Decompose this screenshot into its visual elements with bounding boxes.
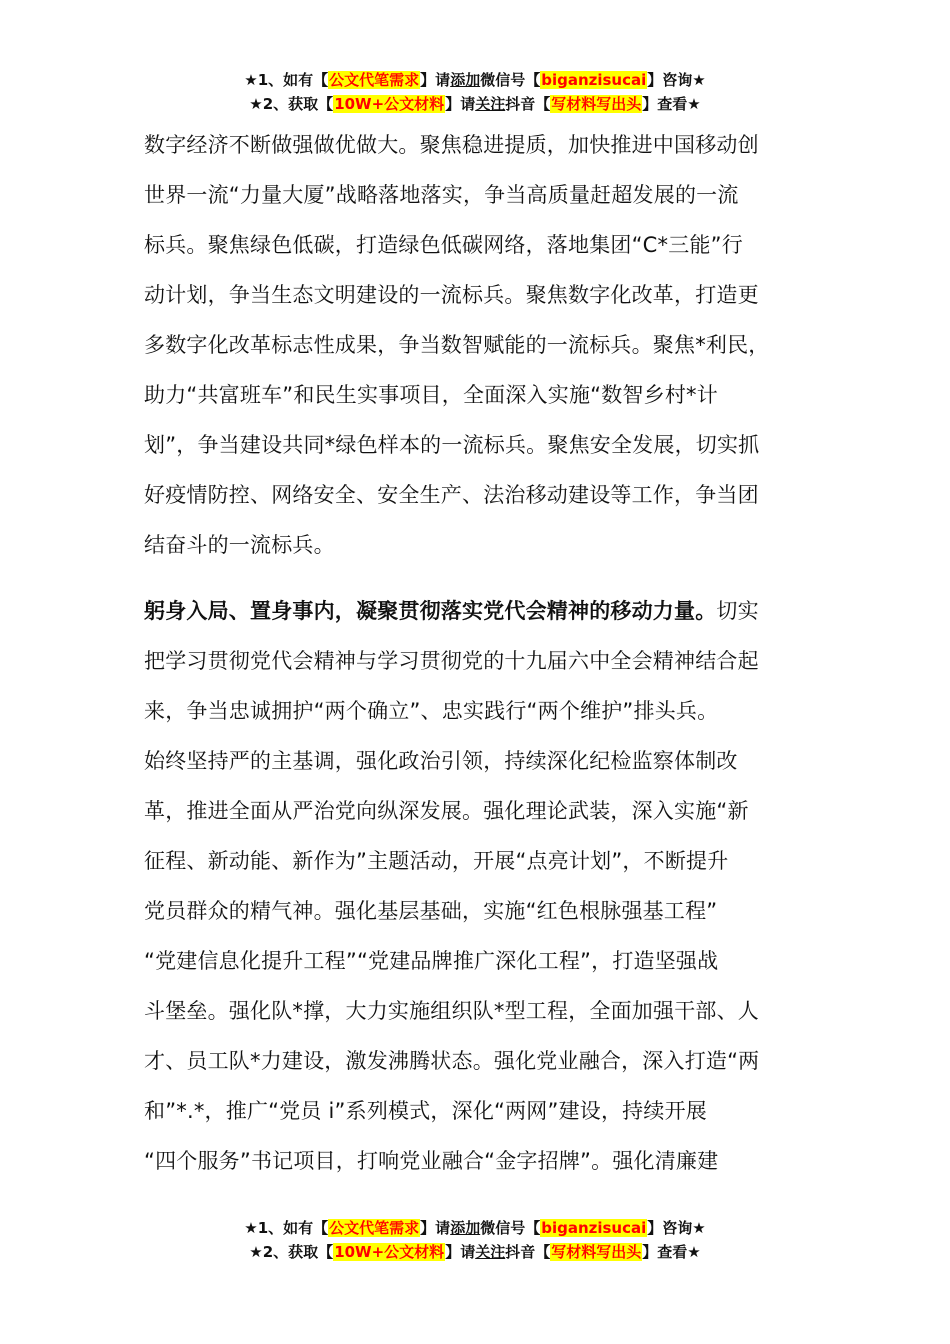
- banner-text: 】咨询★: [647, 71, 706, 89]
- paragraph-2: [144, 586, 808, 1186]
- paragraph-gap: [144, 570, 808, 586]
- text-line: 数字经济不断做强做优做大。聚焦稳进提质，加快推进中国移动创: [144, 133, 759, 157]
- underlined-text: 添加: [450, 71, 481, 89]
- paragraph-1: [144, 120, 808, 570]
- banner-text: ★2、获取【: [249, 95, 334, 113]
- text-line: 来，争当忠诚拥护“两个确立”、忠实践行“两个维护”排头兵。: [144, 699, 719, 723]
- text-line: 好疫情防控、网络安全、安全生产、法治移动建设等工作，争当团: [144, 483, 759, 507]
- underlined-text: 添加: [450, 1219, 481, 1237]
- highlight-douyin-account: 写材料写出头: [551, 95, 642, 113]
- banner-text: ★1、如有【: [244, 1219, 329, 1237]
- highlight-service: 公文代笔需求: [329, 71, 420, 89]
- highlight-materials: 10W+公文材料: [334, 95, 445, 113]
- text-line: 征程、新动能、新作为”主题活动，开展“点亮计划”，不断提升: [144, 849, 729, 873]
- underlined-text: 关注: [475, 95, 506, 113]
- header-banner: [0, 68, 950, 116]
- text-line: 标兵。聚焦绿色低碳，打造绿色低碳网络，落地集团“C*三能”行: [144, 233, 743, 257]
- banner-line-1: [0, 1216, 950, 1240]
- banner-text: 微信号【: [480, 1219, 541, 1237]
- text-line: [144, 586, 808, 636]
- banner-line-2: [0, 92, 950, 116]
- highlight-materials: 10W+公文材料: [334, 1243, 445, 1261]
- banner-text: 】查看★: [642, 95, 701, 113]
- banner-text: 抖音【: [505, 95, 551, 113]
- banner-text: 】请: [420, 1219, 451, 1237]
- text-line: 斗堡垒。强化队*撑，大力实施组织队*型工程，全面加强干部、人: [144, 999, 759, 1023]
- text-line: 划”，争当建设共同*绿色样本的一流标兵。聚焦安全发展，切实抓: [144, 433, 760, 457]
- banner-text: 微信号【: [480, 71, 541, 89]
- highlight-wechat-id: biganzisucai: [541, 1219, 647, 1237]
- banner-text: 】请: [445, 95, 476, 113]
- text-line: 世界一流“力量大厦”战略落地落实，争当高质量赶超发展的一流: [144, 183, 739, 207]
- footer-banner: [0, 1216, 950, 1264]
- banner-line-1: [0, 68, 950, 92]
- text-line: 多数字化改革标志性成果，争当数智赋能的一流标兵。聚焦*利民，: [144, 333, 770, 357]
- text-line: 始终坚持严的主基调，强化政治引领，持续深化纪检监察体制改: [144, 749, 738, 773]
- text-line: 助力“共富班车”和民生实事项目，全面深入实施“数智乡村*计: [144, 383, 718, 407]
- text-line: 和”*.*，推广“党员 i”系列模式，深化“两网”建设，持续开展: [144, 1099, 707, 1123]
- text-line: “四个服务”书记项目，打响党业融合“金字招牌”。强化清廉建: [144, 1149, 719, 1173]
- text-line: 把学习贯彻党代会精神与学习贯彻党的十九届六中全会精神结合起: [144, 649, 759, 673]
- paragraph-heading: 躬身入局、置身事内，凝聚贯彻落实党代会精神的移动力量。: [144, 599, 717, 623]
- text-line: 结奋斗的一流标兵。: [144, 533, 335, 557]
- banner-text: 】请: [445, 1243, 476, 1261]
- banner-line-2: [0, 1240, 950, 1264]
- underlined-text: 关注: [475, 1243, 506, 1261]
- text-line: “党建信息化提升工程”“党建品牌推广深化工程”，打造坚强战: [144, 949, 719, 973]
- banner-text: 】查看★: [642, 1243, 701, 1261]
- banner-text: 抖音【: [505, 1243, 551, 1261]
- text-line: 动计划，争当生态文明建设的一流标兵。聚焦数字化改革，打造更: [144, 283, 759, 307]
- banner-text: 】请: [420, 71, 451, 89]
- banner-text: ★1、如有【: [244, 71, 329, 89]
- text-line: 党员群众的精气神。强化基层基础，实施“红色根脉强基工程”: [144, 899, 718, 923]
- highlight-service: 公文代笔需求: [329, 1219, 420, 1237]
- banner-text: ★2、获取【: [249, 1243, 334, 1261]
- text-line: 革，推进全面从严治党向纵深发展。强化理论武装，深入实施“新: [144, 799, 749, 823]
- highlight-wechat-id: biganzisucai: [541, 71, 647, 89]
- document-body: [144, 120, 808, 1186]
- text-line: 才、员工队*力建设，激发沸腾状态。强化党业融合，深入打造“两: [144, 1049, 760, 1073]
- highlight-douyin-account: 写材料写出头: [551, 1243, 642, 1261]
- text-span: 切实: [716, 599, 759, 623]
- banner-text: 】咨询★: [647, 1219, 706, 1237]
